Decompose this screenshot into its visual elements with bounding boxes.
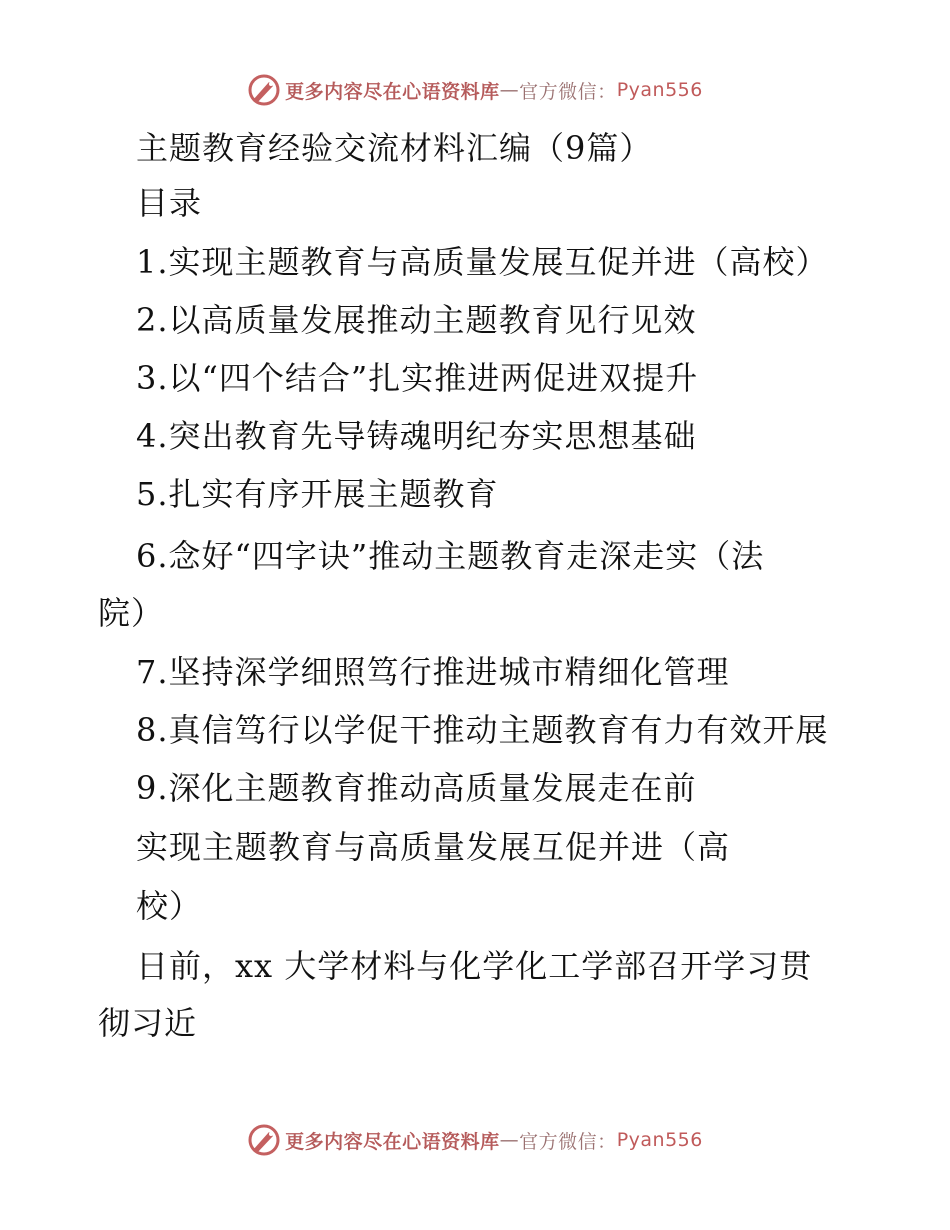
toc-item-9: 9.深化主题教育推动高质量发展走在前: [136, 769, 697, 807]
watermark-official: 官方微信：: [519, 80, 617, 103]
toc-item-4: 4.突出教育先导铸魂明纪夯实思想基础: [136, 417, 697, 455]
pen-logo-icon: [247, 73, 281, 107]
section-title-line-2: 校）: [136, 887, 203, 925]
watermark-wechat-id: Pyan556: [616, 79, 703, 101]
toc-item-7: 7.坚持深学细照笃行推进城市精细化管理: [136, 653, 730, 691]
watermark-wechat-id: Pyan556: [616, 1129, 703, 1151]
toc-item-2: 2.以高质量发展推动主题教育见行见效: [136, 301, 697, 339]
watermark-official: 官方微信：: [519, 1130, 617, 1153]
toc-item-3: 3.以“四个结合”扎实推进两促进双提升: [136, 359, 699, 397]
toc-item-1: 1.实现主题教育与高质量发展互促并进（高校）: [136, 243, 829, 281]
watermark-footer: [0, 1120, 950, 1160]
watermark-header: [0, 70, 950, 110]
toc-item-6-continued: 院）: [98, 594, 165, 632]
section-title-line-1: 实现主题教育与高质量发展互促并进（高: [136, 828, 731, 866]
watermark-dash: —: [499, 1129, 520, 1151]
toc-heading: 目录: [136, 184, 203, 222]
body-paragraph-line-2: 彻习近: [98, 1004, 198, 1042]
body-paragraph-line-1: 日前，xx 大学材料与化学化工学部召开学习贯: [136, 947, 813, 985]
watermark-prefix: 更多内容尽在心语资料库: [285, 80, 500, 103]
document-title: 主题教育经验交流材料汇编（9篇）: [136, 129, 653, 167]
toc-item-8: 8.真信笃行以学促干推动主题教育有力有效开展: [136, 711, 829, 749]
toc-item-5: 5.扎实有序开展主题教育: [136, 475, 499, 513]
toc-item-6: 6.念好“四字诀”推动主题教育走深走实（法: [136, 537, 765, 575]
watermark-prefix: 更多内容尽在心语资料库: [285, 1130, 500, 1153]
watermark-dash: —: [499, 79, 520, 101]
pen-logo-icon: [247, 1123, 281, 1157]
